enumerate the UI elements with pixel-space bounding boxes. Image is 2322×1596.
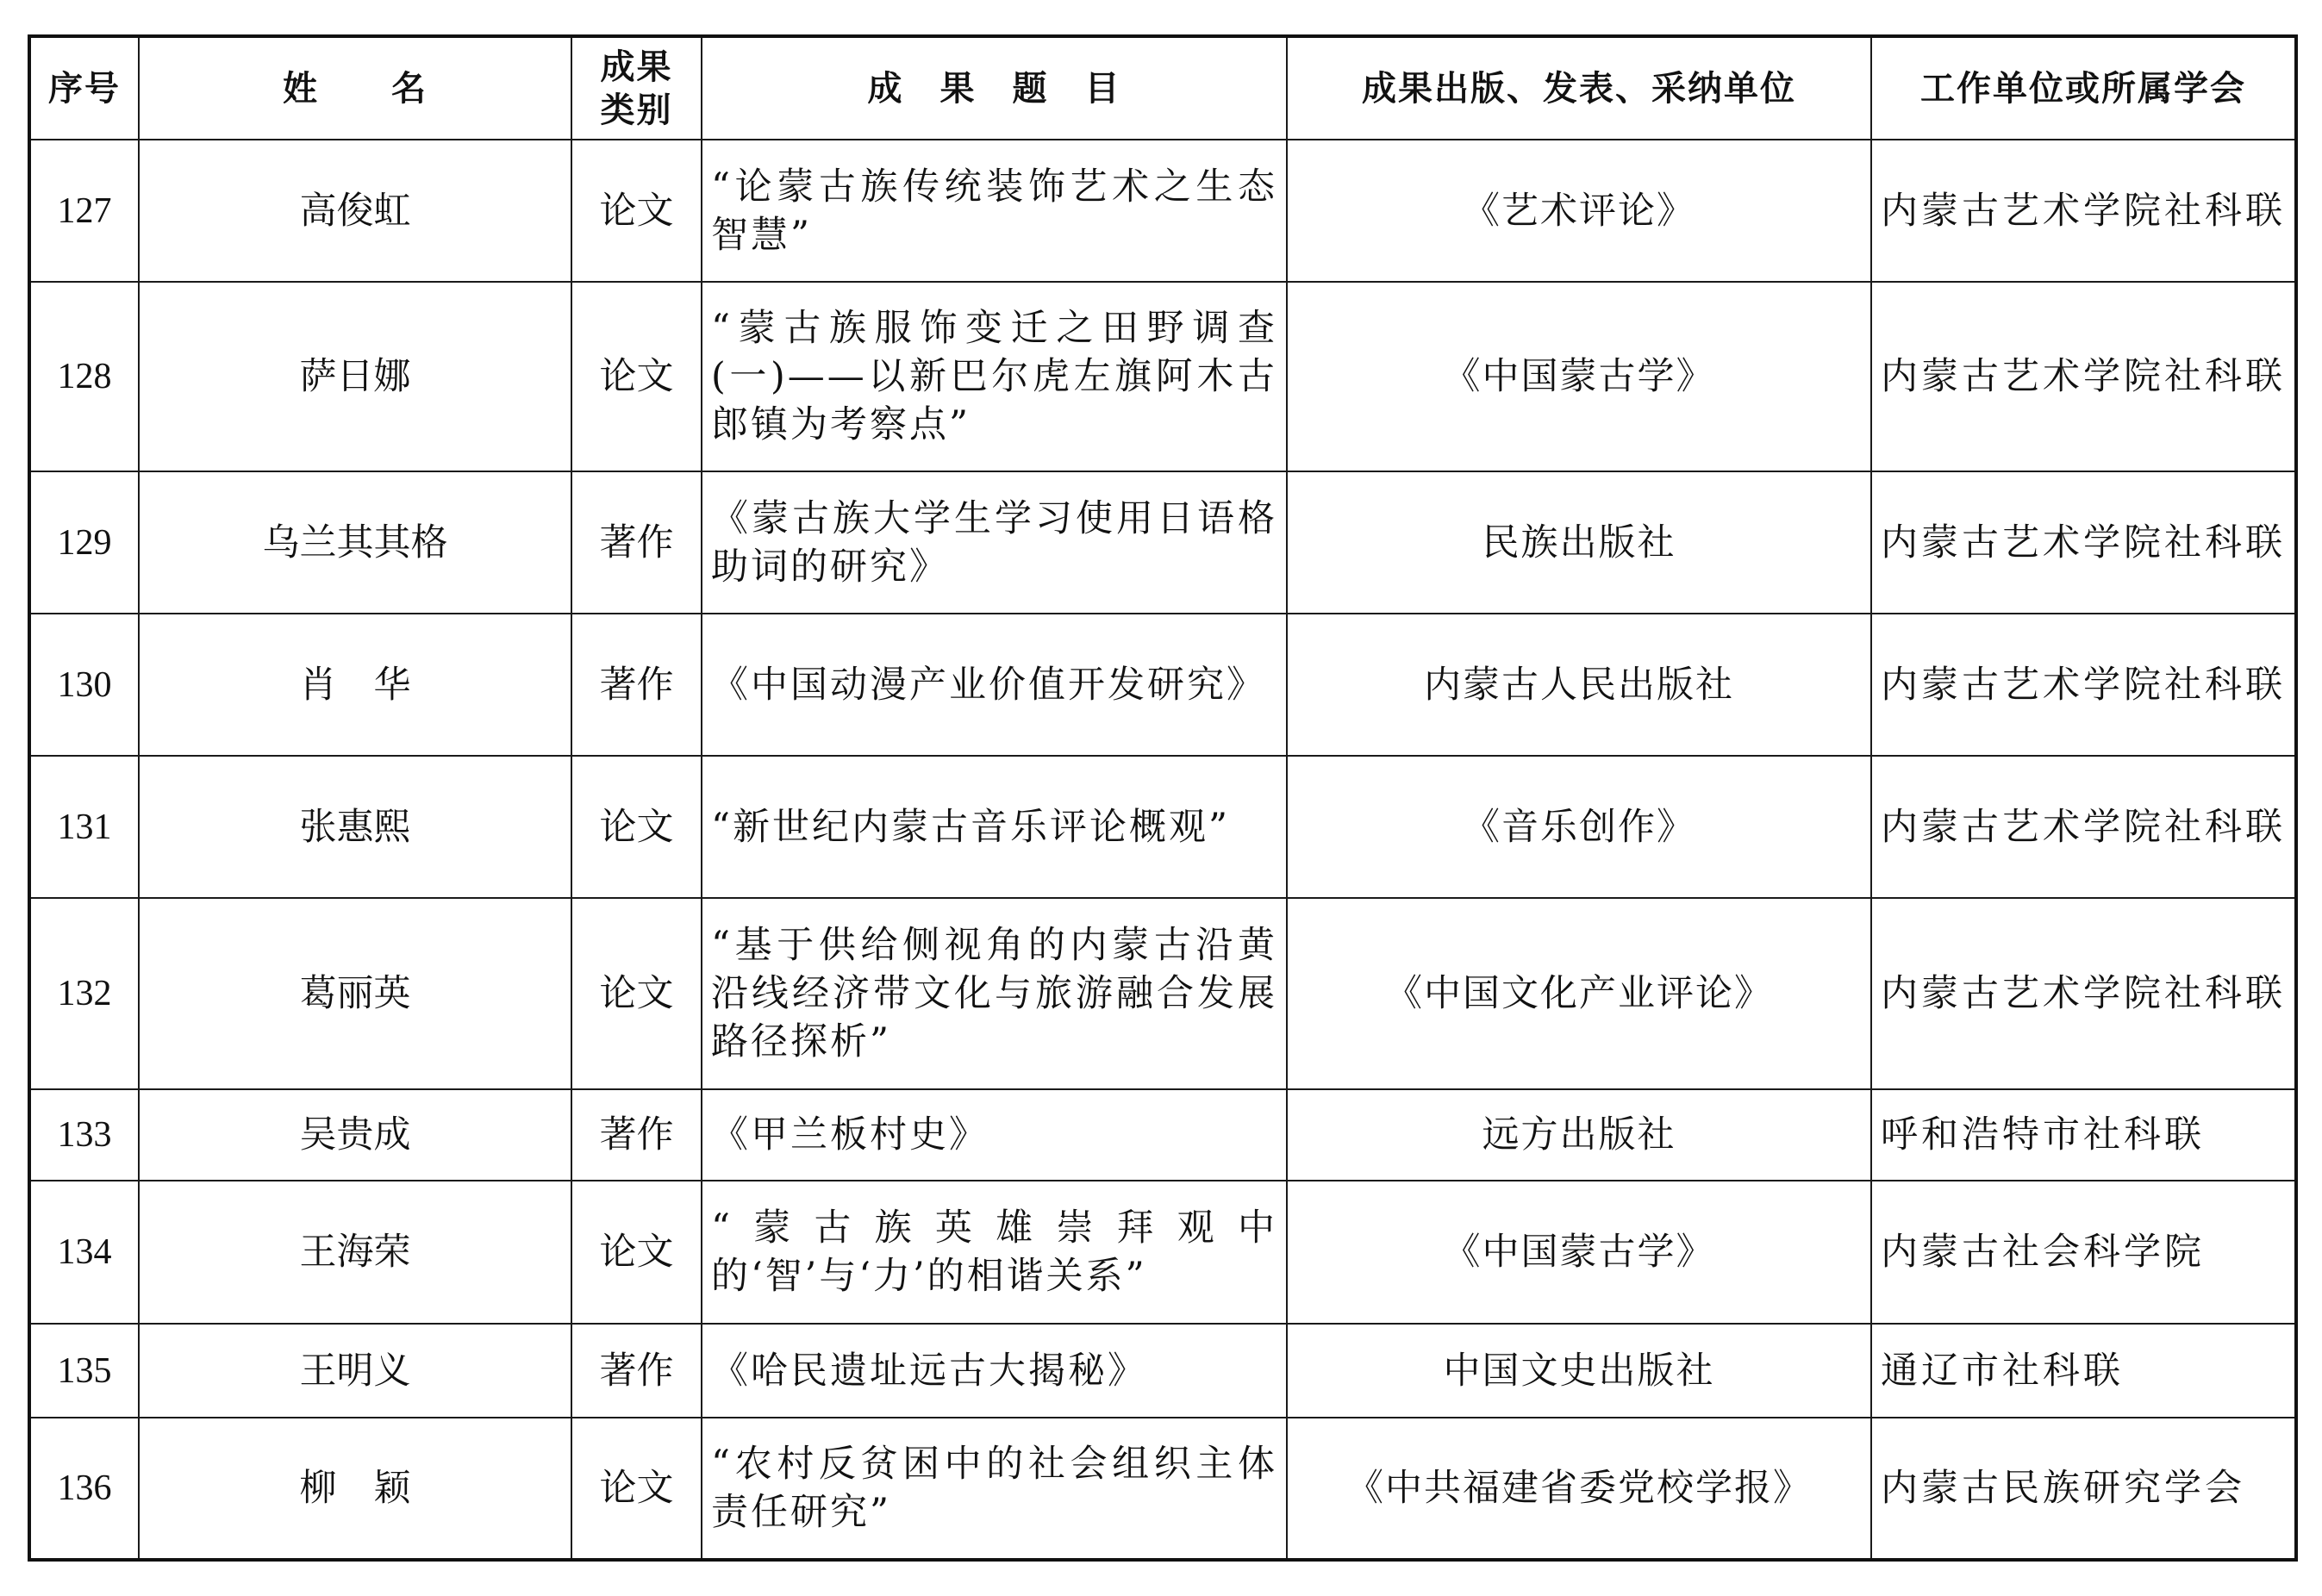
row-category: 著作	[571, 1324, 702, 1418]
row-title: 《中国动漫产业价值开发研究》	[702, 614, 1287, 756]
row-category: 著作	[571, 614, 702, 756]
row-name: 王明义	[139, 1324, 571, 1418]
row-publisher: 《中共福建省委党校学报》	[1287, 1418, 1871, 1560]
row-seq: 136	[29, 1418, 139, 1560]
header-row	[29, 36, 2296, 140]
row-unit: 内蒙古艺术学院社科联	[1871, 140, 2296, 282]
header-unit: 工作单位或所属学会	[1871, 36, 2296, 140]
table-row	[29, 1324, 2296, 1418]
row-publisher: 《艺术评论》	[1287, 140, 1871, 282]
row-title: “蒙古族英雄崇拜观中的‘智’与‘力’的相谐关系”	[702, 1181, 1287, 1324]
table-row	[29, 1089, 2296, 1181]
row-title: “新世纪内蒙古音乐评论概观”	[702, 756, 1287, 898]
row-name: 肖 华	[139, 614, 571, 756]
table-row	[29, 1181, 2296, 1324]
row-seq: 132	[29, 898, 139, 1089]
header-name: 姓 名	[139, 36, 571, 140]
row-name: 柳 颖	[139, 1418, 571, 1560]
row-unit: 呼和浩特市社科联	[1871, 1089, 2296, 1181]
row-category: 论文	[571, 282, 702, 471]
header-seq: 序号	[29, 36, 139, 140]
row-name: 葛丽英	[139, 898, 571, 1089]
row-name: 高俊虹	[139, 140, 571, 282]
table-row	[29, 756, 2296, 898]
table-row	[29, 898, 2296, 1089]
row-seq: 130	[29, 614, 139, 756]
row-category: 著作	[571, 1089, 702, 1181]
table-row	[29, 471, 2296, 614]
table-row	[29, 614, 2296, 756]
row-publisher: 中国文史出版社	[1287, 1324, 1871, 1418]
header-title: 成 果 题 目	[702, 36, 1287, 140]
achievements-table	[28, 34, 2298, 1562]
row-publisher: 《中国蒙古学》	[1287, 282, 1871, 471]
row-seq: 133	[29, 1089, 139, 1181]
row-category: 论文	[571, 898, 702, 1089]
row-title: 《蒙古族大学生学习使用日语格助词的研究》	[702, 471, 1287, 614]
row-publisher: 民族出版社	[1287, 471, 1871, 614]
row-title: “基于供给侧视角的内蒙古沿黄沿线经济带文化与旅游融合发展路径探析”	[702, 898, 1287, 1089]
row-publisher: 远方出版社	[1287, 1089, 1871, 1181]
row-unit: 内蒙古艺术学院社科联	[1871, 471, 2296, 614]
row-name: 张惠熙	[139, 756, 571, 898]
table-row	[29, 282, 2296, 471]
row-unit: 内蒙古艺术学院社科联	[1871, 898, 2296, 1089]
row-unit: 通辽市社科联	[1871, 1324, 2296, 1418]
row-unit: 内蒙古民族研究学会	[1871, 1418, 2296, 1560]
table-row	[29, 1418, 2296, 1560]
row-publisher: 内蒙古人民出版社	[1287, 614, 1871, 756]
header-category: 成果类别	[571, 36, 702, 140]
row-publisher: 《中国文化产业评论》	[1287, 898, 1871, 1089]
row-unit: 内蒙古社会科学院	[1871, 1181, 2296, 1324]
row-category: 论文	[571, 140, 702, 282]
row-seq: 134	[29, 1181, 139, 1324]
row-title: “农村反贫困中的社会组织主体责任研究”	[702, 1418, 1287, 1560]
row-name: 乌兰其其格	[139, 471, 571, 614]
row-seq: 131	[29, 756, 139, 898]
row-publisher: 《中国蒙古学》	[1287, 1181, 1871, 1324]
row-name: 王海荣	[139, 1181, 571, 1324]
row-seq: 127	[29, 140, 139, 282]
row-seq: 135	[29, 1324, 139, 1418]
row-publisher: 《音乐创作》	[1287, 756, 1871, 898]
row-title: “论蒙古族传统装饰艺术之生态智慧”	[702, 140, 1287, 282]
row-title: “蒙古族服饰变迁之田野调查(一)——以新巴尔虎左旗阿木古郎镇为考察点”	[702, 282, 1287, 471]
row-title: 《甲兰板村史》	[702, 1089, 1287, 1181]
row-unit: 内蒙古艺术学院社科联	[1871, 614, 2296, 756]
row-category: 论文	[571, 756, 702, 898]
row-title: 《哈民遗址远古大揭秘》	[702, 1324, 1287, 1418]
row-name: 吴贵成	[139, 1089, 571, 1181]
row-seq: 128	[29, 282, 139, 471]
row-unit: 内蒙古艺术学院社科联	[1871, 282, 2296, 471]
table-row	[29, 140, 2296, 282]
awards-table-page	[28, 34, 2294, 1562]
row-category: 论文	[571, 1181, 702, 1324]
row-name: 萨日娜	[139, 282, 571, 471]
row-category: 著作	[571, 471, 702, 614]
row-category: 论文	[571, 1418, 702, 1560]
row-seq: 129	[29, 471, 139, 614]
row-unit: 内蒙古艺术学院社科联	[1871, 756, 2296, 898]
header-publisher: 成果出版、发表、采纳单位	[1287, 36, 1871, 140]
